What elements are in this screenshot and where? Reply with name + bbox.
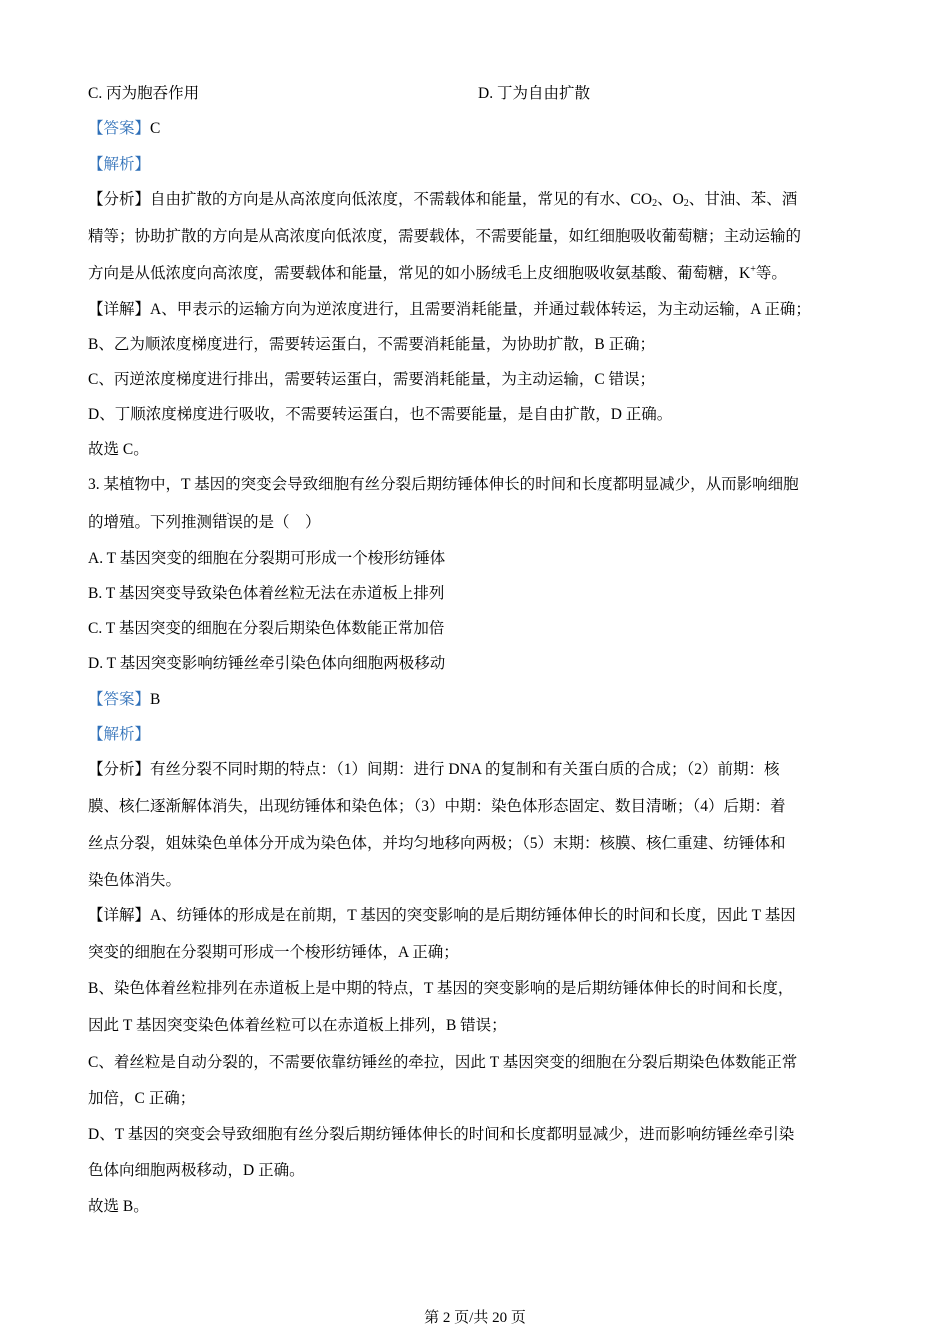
q3-detail-b2: 因此 T 基因突变染色体着丝粒可以在赤道板上排列，B 错误； [88,1017,507,1034]
q3-option-a: A. T 基因突变的细胞在分裂期可形成一个梭形纺锤体 [88,550,446,567]
q3-detail-d2: 色体向细胞两极移动，D 正确。 [88,1162,305,1179]
q3-answer-line [88,687,160,709]
q3-option-d: D. T 基因突变影响纺锤丝牵引染色体向细胞两极移动 [88,655,446,672]
q2-option-d: D. 丁为自由扩散 [478,85,590,102]
answer-label: 【答案】 [88,120,151,137]
page-footer: 第 2 页/共 20 页 [424,1310,526,1326]
q3-detail-d1: D、T 基因的突变会导致细胞有丝分裂后期纺锤体伸长的时间和长度都明显减少，进而影响纺锤丝牵引染 [88,1126,795,1143]
q3-detail-b1: B、染色体着丝粒排列在赤道板上是中期的特点，T 基因的突变影响的是后期纺锤体伸长的时间和长度， [88,980,794,997]
q2-detail-d: D、丁顺浓度梯度进行吸收，不需要转运蛋白，也不需要能量，是自由扩散，D 正确。 [88,406,673,423]
q3-stem-line-2: 的增殖。下列推测错误 · ·的是（ ） [88,510,321,532]
q2-conclusion: 故选 C。 [88,441,149,458]
emphasis-mark: 错误 · · [212,514,243,531]
q2-option-c: C. 丙为胞吞作用 [88,85,200,102]
q3-fenxi-line-2: 膜、核仁逐渐解体消失，出现纺锤体和染色体；（3）中期：染色体形态固定、数目清晰；（4）后期：着 [88,798,786,815]
q3-fenxi-line-3: 丝点分裂，姐妹染色单体分开成为染色体，并均匀地移向两极；（5）末期：核膜、核仁重建、纺锤体和 [88,835,786,852]
q3-option-c: C. T 基因突变的细胞在分裂后期染色体数能正常加倍 [88,620,445,637]
q3-detail-a1: 【详解】A、纺锤体的形成是在前期，T 基因的突变影响的是后期纺锤体伸长的时间和长度，因此 T 基因 [88,907,796,924]
q2-jiexi-label: 【解析】 [88,156,151,173]
q2-fenxi-line-2: 精等；协助扩散的方向是从高浓度向低浓度，需要载体，不需要能量，如红细胞吸收葡萄糖；主动运输的 [88,228,802,245]
q3-fenxi-line-4: 染色体消失。 [88,872,182,889]
q3-conclusion: 故选 B。 [88,1198,149,1215]
fenxi-label: 【分析】 [88,761,151,778]
q3-stem-line-1: 3. 某植物中，T 基因的突变会导致细胞有丝分裂后期纺锤体伸长的时间和长度都明显减少，从而影响细胞 [88,476,799,493]
xiangjie-label: 【详解】 [88,301,151,318]
xiangjie-label: 【详解】 [88,907,151,924]
q2-fenxi-line-3: 方向是从低浓度向高浓度，需要载体和能量，常见的如小肠绒毛上皮细胞吸收氨基酸、葡萄糖，K+等。 [88,264,787,282]
q2-answer: C [150,120,161,137]
q2-detail-b: B、乙为顺浓度梯度进行，需要转运蛋白，不需要消耗能量，为协助扩散，B 正确； [88,336,656,353]
q3-fenxi-line-1: 【分析】有丝分裂不同时期的特点：（1）间期：进行 DNA 的复制和有关蛋白质的合成；（2）前期：核 [88,761,780,778]
q3-option-b: B. T 基因突变导致染色体着丝粒无法在赤道板上排列 [88,585,445,602]
q3-answer: B [150,691,161,708]
answer-label: 【答案】 [88,691,151,708]
q3-detail-c1: C、着丝粒是自动分裂的，不需要依靠纺锤丝的牵拉，因此 T 基因突变的细胞在分裂后期染色体数能正常 [88,1054,798,1071]
q2-option-row [88,81,199,103]
q3-detail-c2: 加倍，C 正确； [88,1090,196,1107]
q2-fenxi-line-1: 【分析】自由扩散的方向是从高浓度向低浓度，不需载体和能量，常见的有水、$CO_2$、$O_2$、甘油、苯、酒 [88,191,798,209]
q3-jiexi-label: 【解析】 [88,726,151,743]
q2-detail-a: 【详解】A、甲表示的运输方向为逆浓度进行，且需要消耗能量，并通过载体转运，为主动运输，A 正确； [88,301,811,318]
fenxi-label: 【分析】 [88,191,151,208]
q2-answer-line [88,116,160,138]
q3-detail-a2: 突变的细胞在分裂期可形成一个梭形纺锤体，A 正确； [88,944,459,961]
q2-detail-c: C、丙逆浓度梯度进行排出，需要转运蛋白，需要消耗能量，为主动运输，C 错误； [88,371,656,388]
